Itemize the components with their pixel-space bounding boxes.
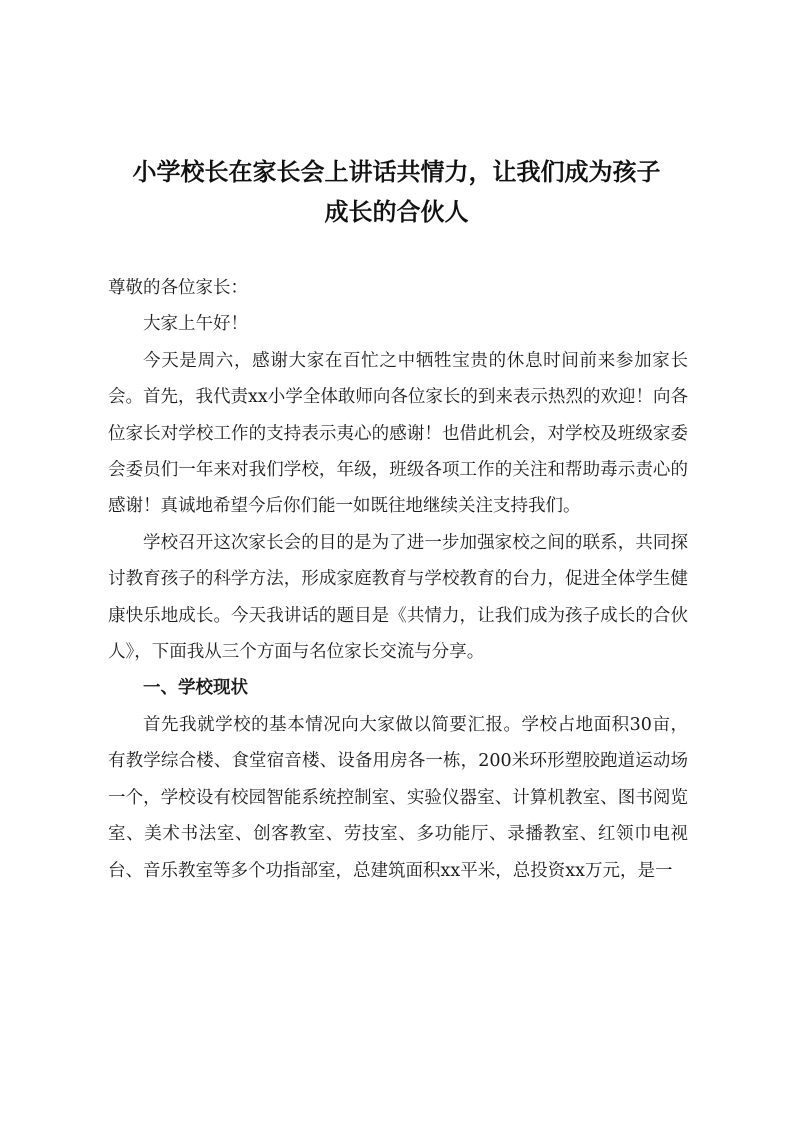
section-paragraph: 首先我就学校的基本情况向大家做以简要汇报。学校占地面积30亩，有教学综合楼、食堂宿音楼、设备用房各一栋，200米环形塑胶跑道运动场一个，学校设有校园智能系统控制室、实验仪器室、计算机教室、图书阅览室、美术书法室、创客教室、劳技室、多功能厅、录播教室、红领巾电视台、音乐教室等多个功指部室，总建筑面积xx平米，总投资xx万元，是一 <box>108 714 688 881</box>
document-title <box>96 152 697 232</box>
salutation: 尊敬的各位家长： <box>108 278 248 298</box>
paragraph-1: 今天是周六，感谢大家在百忙之中牺牲宝贵的休息时间前来参加家长会。首先，我代责xx小学全体敢师向各位家长的到来表示热烈的欢迎！向各位家长对学校工作的支持表示夷心的感谢！也借此机会，对学校及班级家委会委员们一年来对我们学校，年级，班级各项工作的关注和帮助毒示责心的感谢！真诚地希望今后你们能一如既往地继续关注支持我们。 <box>108 350 688 517</box>
section-heading: 一、学校现状 <box>143 678 248 699</box>
document-body <box>108 270 688 889</box>
paragraph-2: 学校召开这次家长会的目的是为了进一步加强家校之间的联系，共同探讨教育孩子的科学方法，形成家庭教育与学校教育的台力，促进全体学生健康快乐地成长。今天我讲话的题目是《共情力，让我们成为孩子成长的合伙人》，下面我从三个方面与名位家长交流与分享。 <box>108 532 688 663</box>
greeting: 大家上午好！ <box>143 314 248 335</box>
title-line-2: 成长的合伙人 <box>324 197 469 226</box>
title-line-1: 小学校长在家长会上讲话共情力，让我们成为孩子 <box>132 157 661 186</box>
